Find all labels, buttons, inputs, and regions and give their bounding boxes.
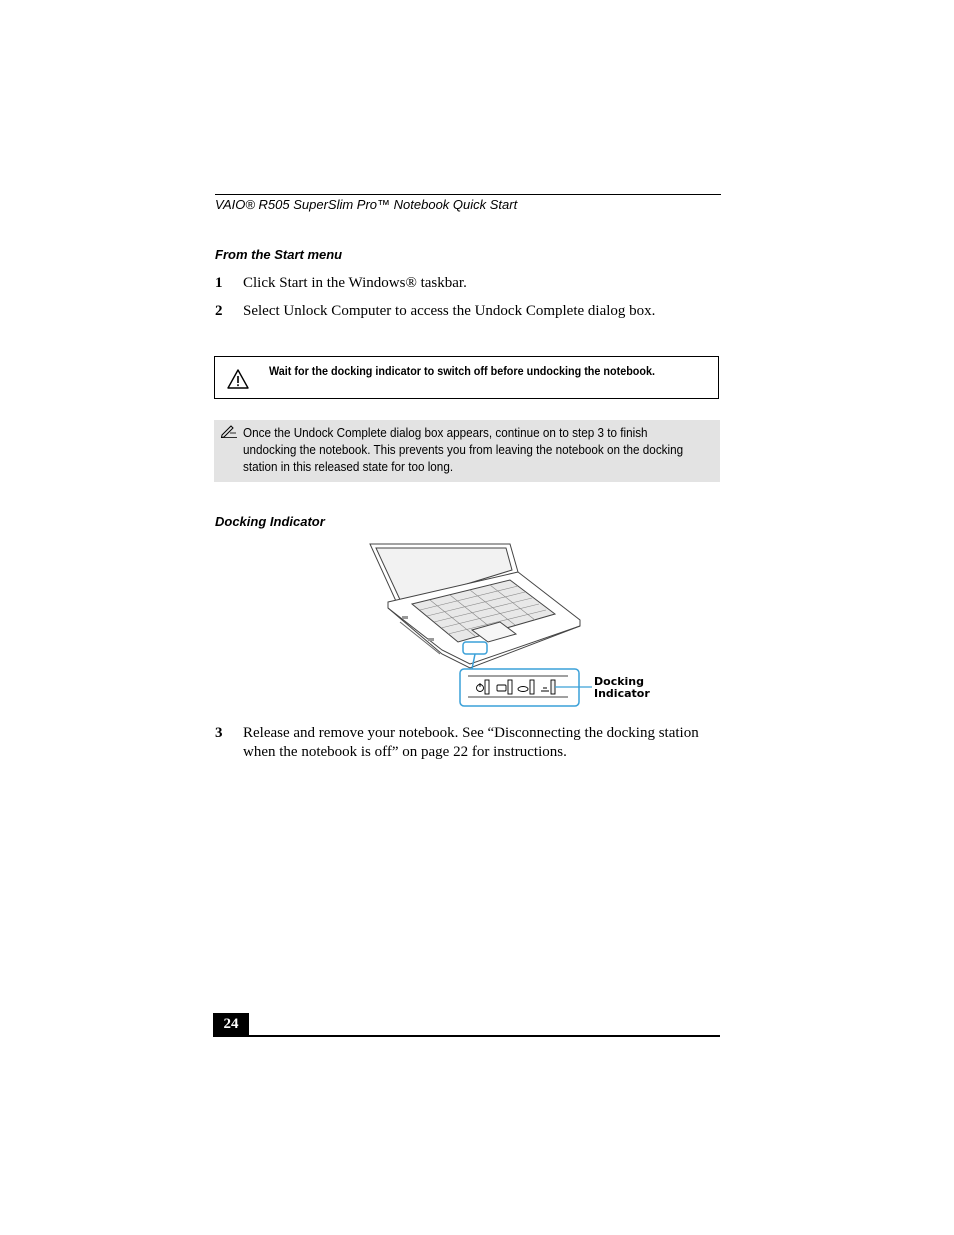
footer-rule [213,1035,720,1037]
step-number: 3 [215,725,223,741]
step-3 [215,724,720,762]
step-text: Click Start in the Windows® taskbar. [243,275,467,291]
page-number: 24 [213,1013,249,1036]
step-2 [215,302,720,321]
note-text [243,424,711,475]
section-heading-docking-indicator: Docking Indicator [215,514,325,529]
step-text: Select Unlock Computer to access the Undock Complete dialog box. [243,303,656,319]
warning-box [214,356,719,399]
running-header: VAIO® R505 SuperSlim Pro™ Notebook Quick Start [215,197,518,212]
note-box [214,420,720,482]
callout-label [594,676,650,700]
warning-triangle-icon [226,368,250,390]
note-line: undocking the notebook. This prevents you from leaving the notebook on the docking [243,442,684,457]
note-line: station in this released state for too long. [243,459,454,474]
step-number: 2 [215,303,223,319]
callout-label-line: Docking [594,675,644,688]
step-number: 1 [215,275,223,291]
header-rule [215,194,721,195]
step-1 [215,274,720,293]
pencil-note-icon [220,424,238,438]
warning-text: Wait for the docking indicator to switch off before undocking the notebook. [269,364,656,378]
callout-label-line: Indicator [594,687,650,700]
section-heading-start-menu: From the Start menu [215,247,343,262]
step-text: Release and remove your notebook. See “Disconnecting the docking station when the notebook is off” on page 22 for instructions. [243,725,699,760]
note-line: Once the Undock Complete dialog box appears, continue on to step 3 to finish [243,425,648,440]
